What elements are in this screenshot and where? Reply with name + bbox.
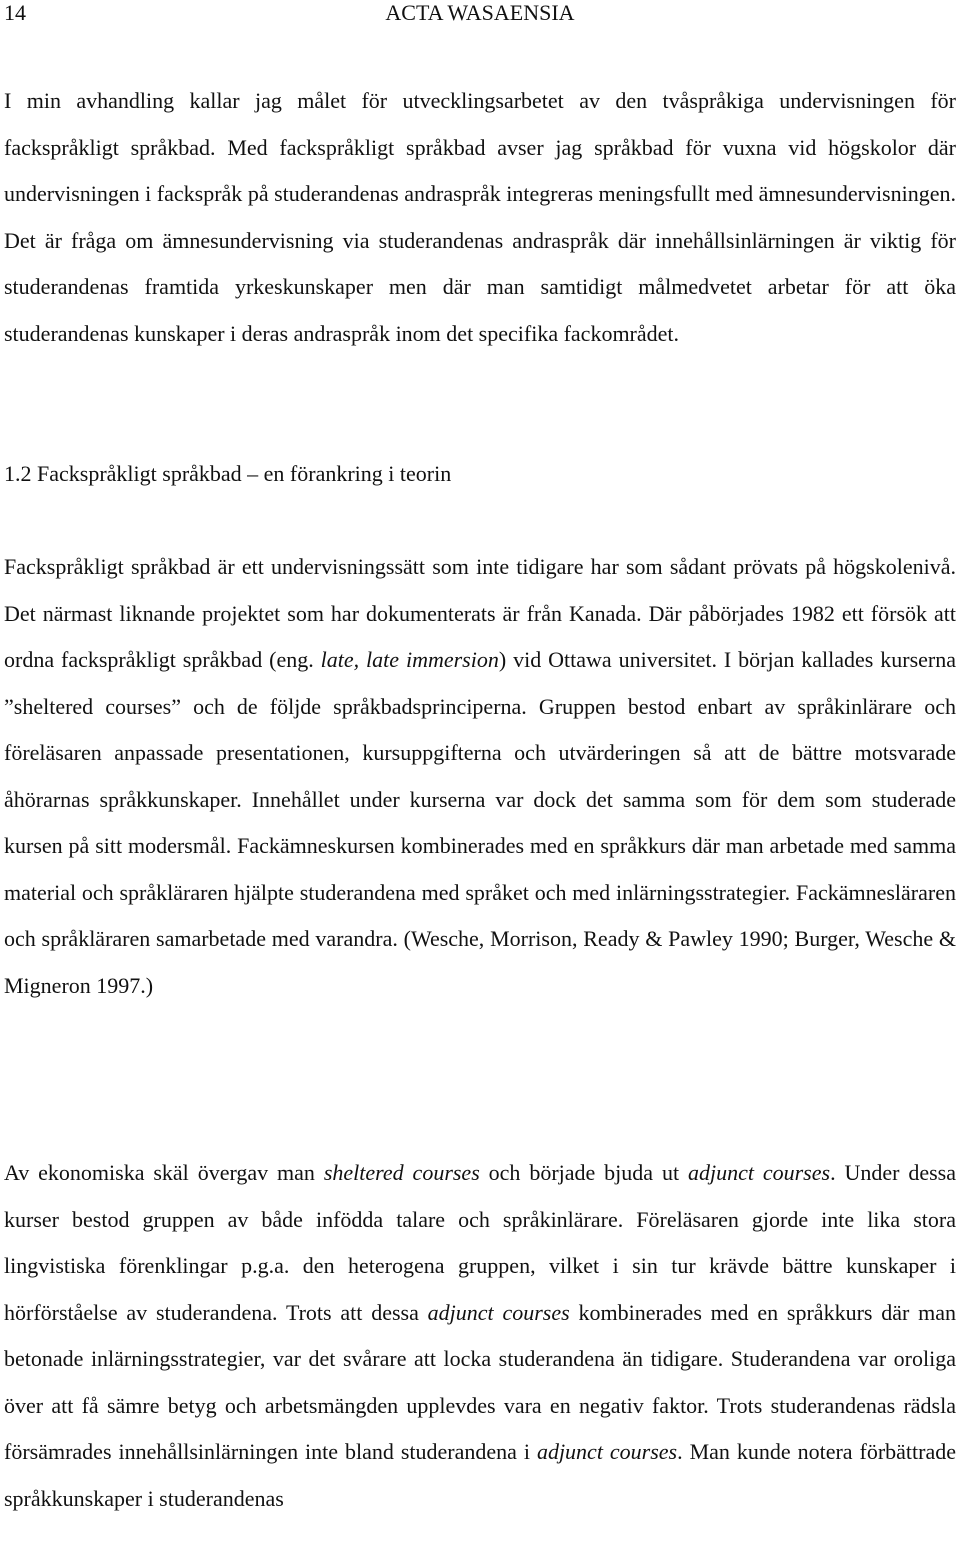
text-run: ) vid Ottawa universitet. I början kallades kurserna ”sheltered courses” och de följde språkbadsprinciperna. Gruppen bestod enbart av språkinlärare och föreläsaren anpassade presentationen, kursuppgifterna och utvärderingen så att de bättre motsvarade åhörarnas språkkunskaper. Innehållet under kurserna var dock det samma som för dem som studerade kursen på sitt modersmål. Fackämneskursen kombinerades med en språkkurs där man arbetade med samma material och språkläraren hjälpte studerandena med språket och med inlärningsstrategier. Fackämnesläraren och språkläraren samarbetade med varandra. (Wesche, Morrison, Ready & Pawley 1990; Burger, Wesche & Migneron 1997.) <box>4 647 956 998</box>
text-run: Fackspråkligt språkbad är ett undervisningssätt som inte tidigare har som sådant prövats på högskolenivå. Det närmast liknande projektet som har dokumenterats är från Kanada. Där påbörjades 1982 ett försök att ordna fackspråkligt språkbad (eng. <box>4 554 956 672</box>
italic-term: adjunct courses <box>536 1439 678 1464</box>
section-heading: 1.2 Fackspråkligt språkbad – en förankring i teorin <box>4 461 452 486</box>
italic-term: late, late immersion <box>320 647 499 672</box>
italic-term: adjunct courses <box>687 1160 831 1185</box>
italic-term: adjunct courses <box>427 1299 570 1325</box>
page-header <box>0 0 960 28</box>
text-run: kombinerades med en språkkurs där man betonade inlärningsstrategier, var det svårare att locka studerandena än tidigare. Studerandena var oroliga över att få sämre betyg och arbetsmängden upplevdes vara en negativ faktor. Trots studerandenas rädsla försämrades innehållsinlärningen inte bland studerandena i <box>4 1299 957 1464</box>
text-run: . Under dessa kurser bestod gruppen av både infödda talare och språkinlärare. Föreläsaren gjorde inte lika stora lingvistiska förenklingar p.g.a. den heterogena gruppen, vilket i sin tur krävde bättre kunskaper i hörförståelse av studerandena. Trots att dessa <box>4 1160 956 1325</box>
page-number: 14 <box>4 0 26 25</box>
running-title: ACTA WASAENSIA <box>385 0 575 25</box>
body-paragraph: I min avhandling kallar jag målet för utvecklingsarbetet av den tvåspråkiga undervisningen för fackspråkligt språkbad. Med fackspråkligt språkbad avser jag språkbad för vuxna vid högskolor där undervisningen i fackspråk på studerandenas andraspråk integreras meningsfullt med ämnesundervisningen. Det är fråga om ämnesundervisning via studerandenas andraspråk där innehållsinlärningen är viktig för studerandenas framtida yrkeskunskaper men där man samtidigt målmedvetet arbetar för att öka studerandenas kunskaper i deras andraspråk inom det specifika fackområdet. <box>4 88 956 346</box>
italic-term: sheltered courses <box>323 1160 480 1185</box>
body-paragraph <box>4 544 956 1009</box>
body-paragraph <box>4 1150 956 1522</box>
text-run: och började bjuda ut <box>479 1160 688 1185</box>
text-run: Av ekonomiska skäl övergav man <box>4 1160 324 1185</box>
text-run: . Man kunde notera förbättrade språkkunskaper i studerandenas <box>4 1439 957 1511</box>
